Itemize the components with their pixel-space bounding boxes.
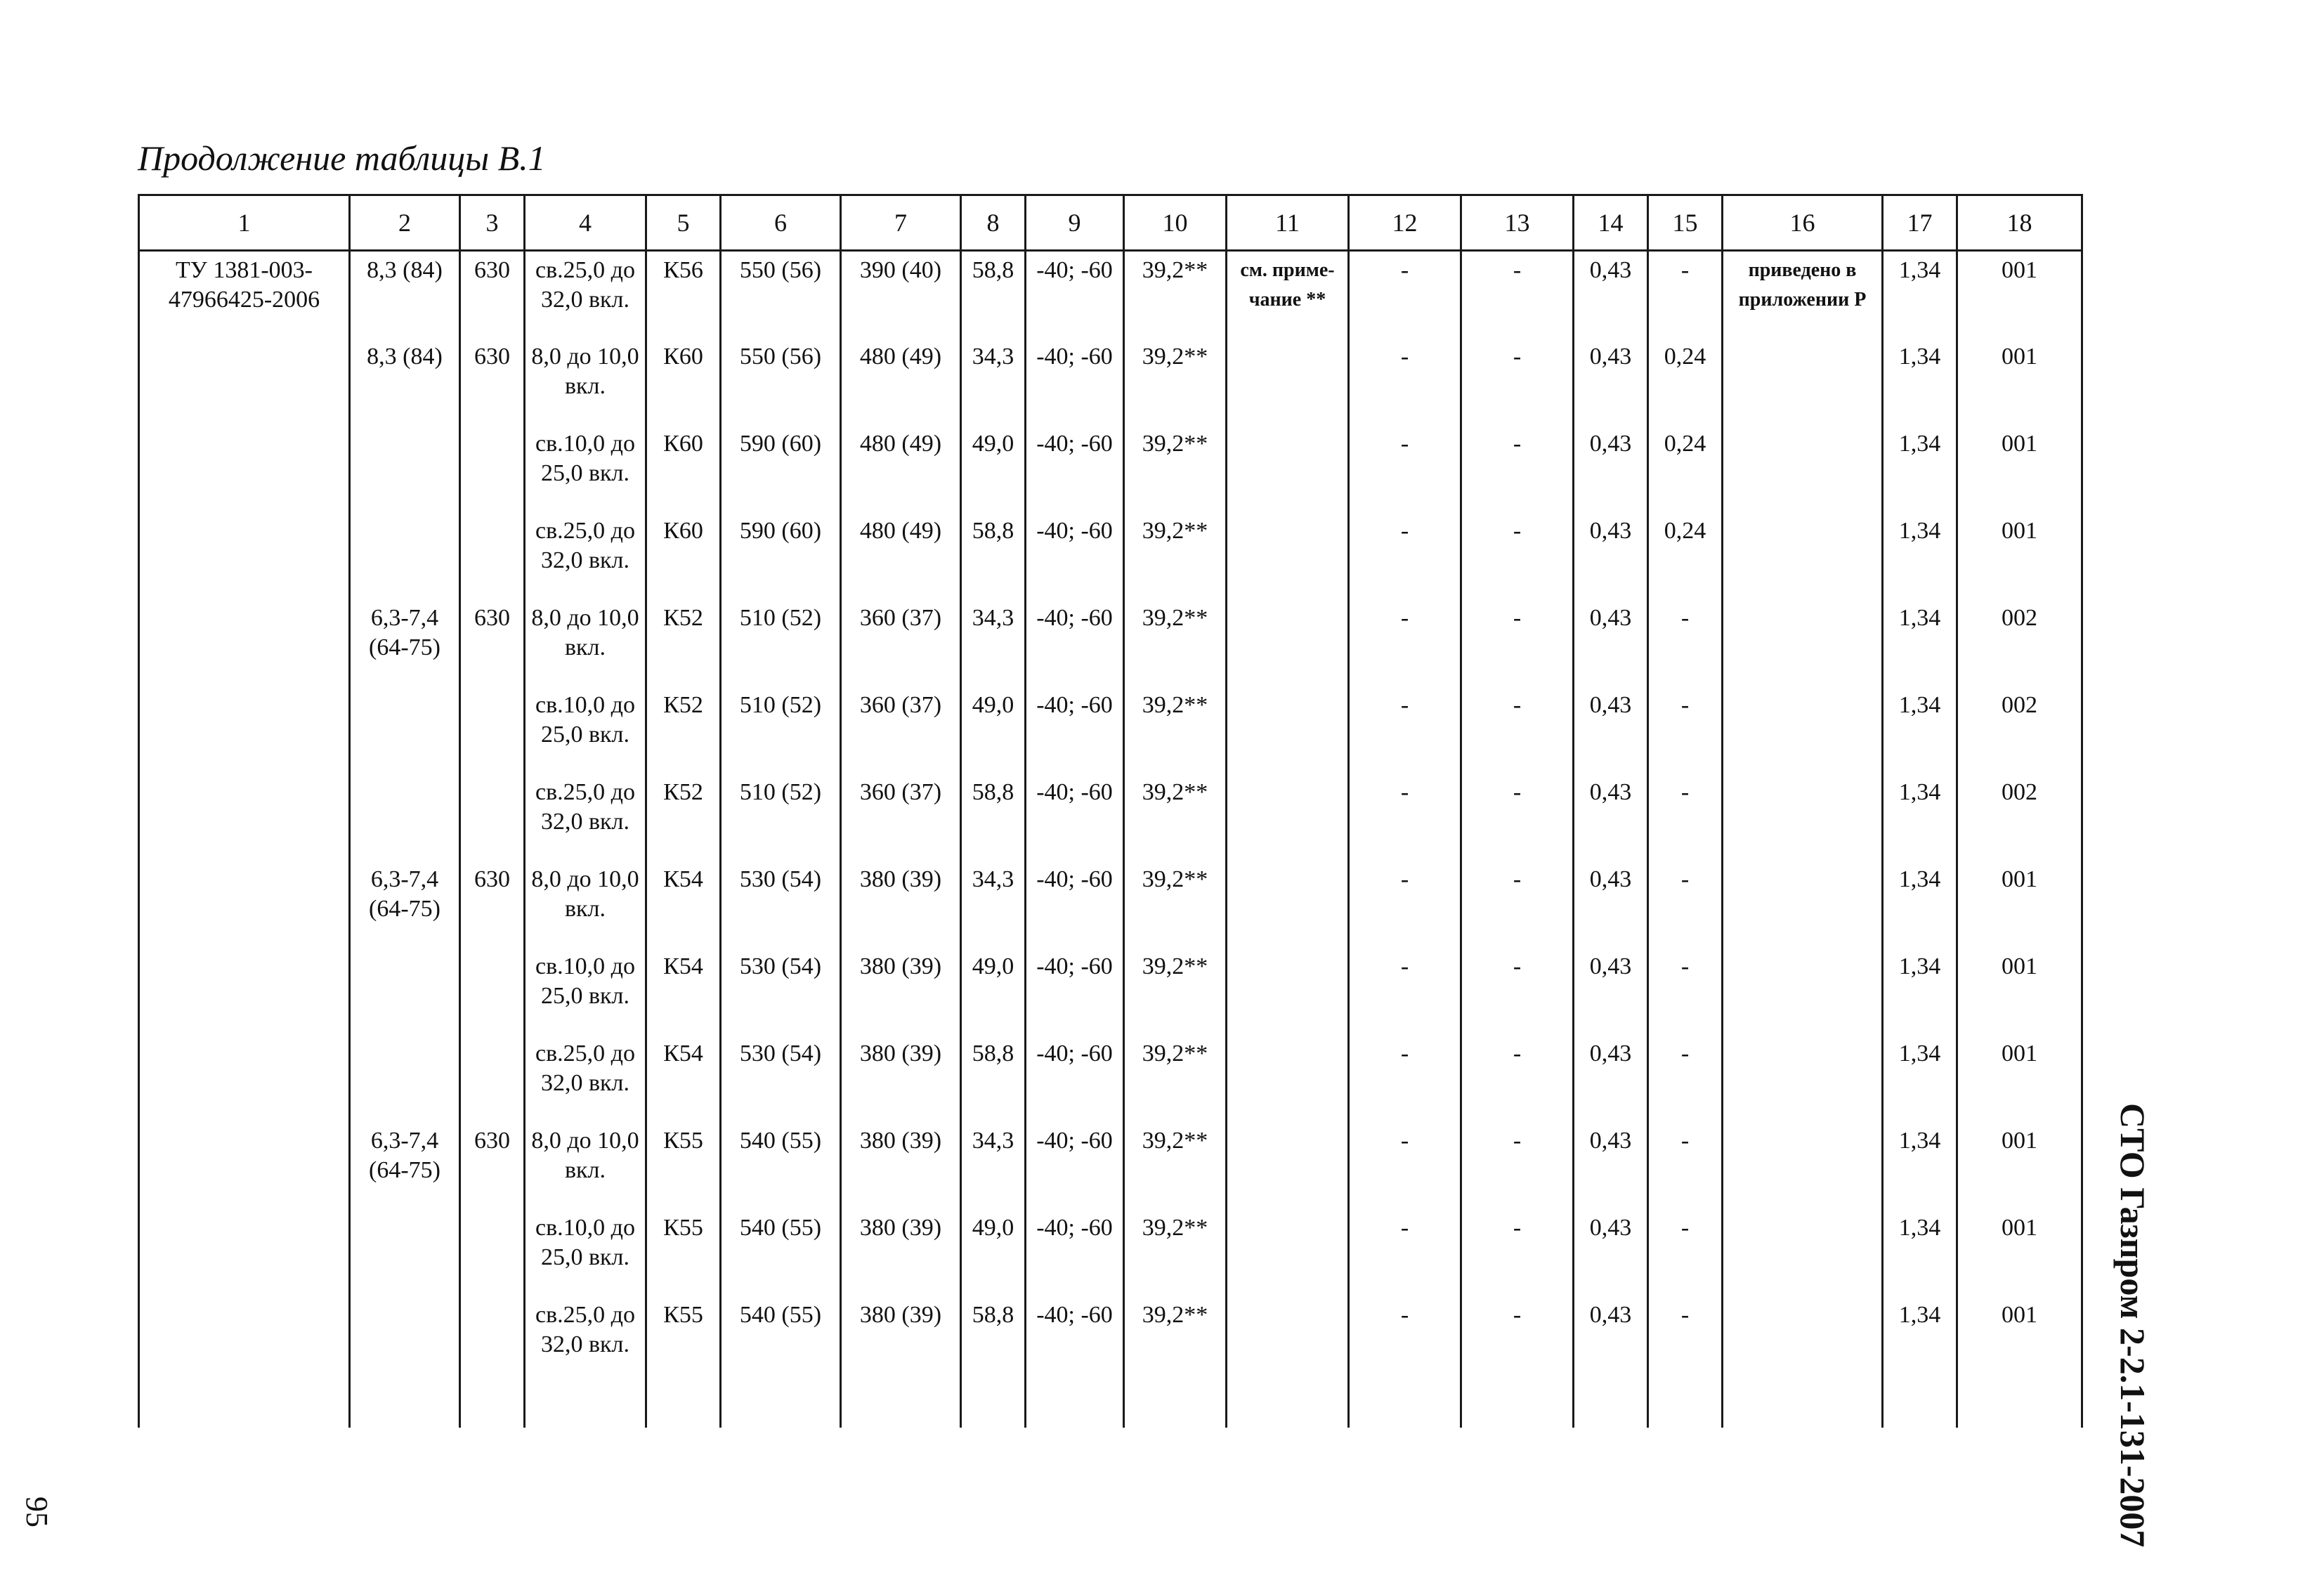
table-cell-col-4: св.25,0 до 32,0 вкл. — [525, 251, 646, 338]
table-cell-col-7: 480 (49) — [841, 338, 961, 425]
table-cell-col-14: 0,43 — [1574, 512, 1648, 599]
table-cell-col-10: 39,2** — [1124, 774, 1227, 861]
table-cell-col-16: приведено в приложении Р — [1723, 251, 1883, 338]
table-cell-col-16 — [1723, 1209, 1883, 1296]
table-cell-col-6: 530 (54) — [721, 948, 841, 1035]
table-cell-col-6: 540 (55) — [721, 1122, 841, 1209]
table-cell-col-18: 001 — [1957, 338, 2082, 425]
column-header-5: 5 — [646, 195, 721, 251]
table-row — [139, 1209, 2082, 1296]
table-cell-col-6: 550 (56) — [721, 338, 841, 425]
empty-cell — [961, 1383, 1026, 1428]
empty-cell — [1349, 1383, 1461, 1428]
table-cell-col-3: 630 — [460, 861, 525, 948]
table-row — [139, 861, 2082, 948]
table-cell-col-7: 380 (39) — [841, 861, 961, 948]
table-cell-col-5: К60 — [646, 338, 721, 425]
table-cell-col-7: 480 (49) — [841, 425, 961, 512]
empty-cell — [1227, 1383, 1349, 1428]
table-cell-col-12: - — [1349, 1296, 1461, 1383]
table-cell-col-17: 1,34 — [1883, 251, 1957, 338]
table-cell-col-7: 380 (39) — [841, 1035, 961, 1122]
table-cell-col-3 — [460, 948, 525, 1035]
table-row — [139, 1296, 2082, 1383]
column-header-8: 8 — [961, 195, 1026, 251]
table-cell-col-18: 002 — [1957, 774, 2082, 861]
table-cell-col-15: 0,24 — [1648, 338, 1723, 425]
empty-cell — [1461, 1383, 1574, 1428]
table-cell-col-9: -40; -60 — [1026, 251, 1124, 338]
table-cell-col-17: 1,34 — [1883, 774, 1957, 861]
table-cell-col-12: - — [1349, 1209, 1461, 1296]
table-cell-col-8: 58,8 — [961, 251, 1026, 338]
table-cell-col-12: - — [1349, 512, 1461, 599]
table-cell-col-6: 510 (52) — [721, 686, 841, 774]
table-cell-col-14: 0,43 — [1574, 1035, 1648, 1122]
table-cell-col-13: - — [1461, 774, 1574, 861]
table-cell-col-5: К55 — [646, 1296, 721, 1383]
table-cell-col-12: - — [1349, 948, 1461, 1035]
table-cell-col-6: 590 (60) — [721, 512, 841, 599]
table-cell-col-1 — [139, 861, 350, 948]
table-cell-col-8: 58,8 — [961, 1035, 1026, 1122]
column-header-12: 12 — [1349, 195, 1461, 251]
table-cell-col-10: 39,2** — [1124, 861, 1227, 948]
table-cell-col-10: 39,2** — [1124, 338, 1227, 425]
empty-cell — [350, 1383, 460, 1428]
table-row — [139, 1035, 2082, 1122]
table-cell-col-18: 001 — [1957, 861, 2082, 948]
table-cell-col-13: - — [1461, 686, 1574, 774]
table-cell-col-5: К60 — [646, 512, 721, 599]
empty-cell — [525, 1383, 646, 1428]
table-cell-col-11 — [1227, 512, 1349, 599]
column-header-4: 4 — [525, 195, 646, 251]
table-cell-col-9: -40; -60 — [1026, 1035, 1124, 1122]
table-cell-col-2: 6,3-7,4 (64-75) — [350, 861, 460, 948]
table-cell-col-16 — [1723, 686, 1883, 774]
table-cell-col-2: 8,3 (84) — [350, 251, 460, 338]
column-header-1: 1 — [139, 195, 350, 251]
column-header-7: 7 — [841, 195, 961, 251]
table-cell-col-7: 480 (49) — [841, 512, 961, 599]
table-cell-col-15: - — [1648, 1296, 1723, 1383]
column-header-14: 14 — [1574, 195, 1648, 251]
table-cell-col-14: 0,43 — [1574, 686, 1648, 774]
table-cell-col-5: К54 — [646, 1035, 721, 1122]
table-cell-col-1 — [139, 338, 350, 425]
table-cell-col-18: 001 — [1957, 948, 2082, 1035]
table-row — [139, 425, 2082, 512]
table-cell-col-6: 590 (60) — [721, 425, 841, 512]
table-cell-col-8: 34,3 — [961, 599, 1026, 686]
table-cell-col-5: К56 — [646, 251, 721, 338]
table-cell-col-12: - — [1349, 338, 1461, 425]
table-cell-col-5: К52 — [646, 774, 721, 861]
table-cell-col-8: 34,3 — [961, 861, 1026, 948]
table-cell-col-18: 002 — [1957, 599, 2082, 686]
table-cell-col-15: 0,24 — [1648, 425, 1723, 512]
table-cell-col-9: -40; -60 — [1026, 512, 1124, 599]
table-row — [139, 1122, 2082, 1209]
table-cell-col-14: 0,43 — [1574, 599, 1648, 686]
table-cell-col-15: - — [1648, 686, 1723, 774]
column-header-6: 6 — [721, 195, 841, 251]
table-cell-col-10: 39,2** — [1124, 1122, 1227, 1209]
table-cell-col-4: св.25,0 до 32,0 вкл. — [525, 1296, 646, 1383]
table-cell-col-17: 1,34 — [1883, 338, 1957, 425]
table-cell-col-1 — [139, 1296, 350, 1383]
table-cell-col-11 — [1227, 338, 1349, 425]
table-cell-col-1 — [139, 1035, 350, 1122]
table-cell-col-8: 49,0 — [961, 948, 1026, 1035]
empty-cell — [1574, 1383, 1648, 1428]
table-header — [139, 195, 2082, 251]
table-cell-col-18: 001 — [1957, 1035, 2082, 1122]
table-cell-col-12: - — [1349, 686, 1461, 774]
table-cell-col-9: -40; -60 — [1026, 1209, 1124, 1296]
empty-cell — [646, 1383, 721, 1428]
table-cell-col-1 — [139, 1122, 350, 1209]
table-cell-col-4: св.25,0 до 32,0 вкл. — [525, 1035, 646, 1122]
table-row — [139, 251, 2082, 338]
table-cell-col-14: 0,43 — [1574, 425, 1648, 512]
table-cell-col-10: 39,2** — [1124, 251, 1227, 338]
table-cell-col-17: 1,34 — [1883, 948, 1957, 1035]
table-cell-col-13: - — [1461, 1209, 1574, 1296]
table-cell-col-7: 360 (37) — [841, 686, 961, 774]
table-cell-col-14: 0,43 — [1574, 1296, 1648, 1383]
table-cell-col-6: 530 (54) — [721, 861, 841, 948]
table-cell-col-3 — [460, 425, 525, 512]
table-cell-col-4: 8,0 до 10,0 вкл. — [525, 338, 646, 425]
table-cell-col-7: 390 (40) — [841, 251, 961, 338]
table-cell-col-15: - — [1648, 1122, 1723, 1209]
table-cell-col-2 — [350, 1296, 460, 1383]
table-cell-col-7: 380 (39) — [841, 1296, 961, 1383]
document-code: СТО Газпром 2-2.1-131-2007 — [2113, 1103, 2153, 1548]
table-cell-col-13: - — [1461, 1296, 1574, 1383]
empty-cell — [1883, 1383, 1957, 1428]
table-cell-col-16 — [1723, 1035, 1883, 1122]
table-row — [139, 948, 2082, 1035]
table-cell-col-11 — [1227, 686, 1349, 774]
table-cell-col-16 — [1723, 338, 1883, 425]
table-cell-col-8: 58,8 — [961, 1296, 1026, 1383]
empty-cell — [460, 1383, 525, 1428]
table-cell-col-10: 39,2** — [1124, 425, 1227, 512]
table-cell-col-10: 39,2** — [1124, 686, 1227, 774]
table-cell-col-17: 1,34 — [1883, 1209, 1957, 1296]
table-cell-col-15: - — [1648, 1035, 1723, 1122]
table-cell-col-18: 002 — [1957, 686, 2082, 774]
empty-cell — [1957, 1383, 2082, 1428]
table-cell-col-3: 630 — [460, 338, 525, 425]
table-cell-col-2: 8,3 (84) — [350, 338, 460, 425]
table-cell-col-1 — [139, 686, 350, 774]
table-cell-col-1 — [139, 1209, 350, 1296]
page-number: 95 — [20, 1497, 54, 1527]
table-cell-col-16 — [1723, 861, 1883, 948]
table-cell-col-2: 6,3-7,4 (64-75) — [350, 1122, 460, 1209]
table-cell-col-13: - — [1461, 948, 1574, 1035]
column-header-16: 16 — [1723, 195, 1883, 251]
table-cell-col-5: К52 — [646, 599, 721, 686]
table-cell-col-13: - — [1461, 861, 1574, 948]
table-cell-col-16 — [1723, 774, 1883, 861]
table-cell-col-14: 0,43 — [1574, 948, 1648, 1035]
table-cell-col-7: 380 (39) — [841, 1209, 961, 1296]
table-cell-col-2 — [350, 948, 460, 1035]
table-cell-col-9: -40; -60 — [1026, 338, 1124, 425]
table-cell-col-3 — [460, 686, 525, 774]
table-cell-col-17: 1,34 — [1883, 512, 1957, 599]
table-cell-col-6: 510 (52) — [721, 774, 841, 861]
table-cell-col-9: -40; -60 — [1026, 861, 1124, 948]
column-header-11: 11 — [1227, 195, 1349, 251]
table-cell-col-11 — [1227, 1296, 1349, 1383]
table-cell-col-16 — [1723, 512, 1883, 599]
table-cell-col-15: - — [1648, 861, 1723, 948]
table-cell-col-2 — [350, 774, 460, 861]
table-cell-col-2: 6,3-7,4 (64-75) — [350, 599, 460, 686]
table-cell-col-6: 550 (56) — [721, 251, 841, 338]
table-cell-col-18: 001 — [1957, 1296, 2082, 1383]
table-cell-col-14: 0,43 — [1574, 338, 1648, 425]
column-header-13: 13 — [1461, 195, 1574, 251]
table-cell-col-4: св.10,0 до 25,0 вкл. — [525, 686, 646, 774]
table-cell-col-6: 510 (52) — [721, 599, 841, 686]
table-cell-col-14: 0,43 — [1574, 1209, 1648, 1296]
table-cell-col-6: 540 (55) — [721, 1209, 841, 1296]
table-cell-col-10: 39,2** — [1124, 1209, 1227, 1296]
table-cell-col-3: 630 — [460, 1122, 525, 1209]
table-cell-col-4: св.10,0 до 25,0 вкл. — [525, 1209, 646, 1296]
column-number-row — [139, 195, 2082, 251]
table-cell-col-15: - — [1648, 599, 1723, 686]
table-cell-col-11 — [1227, 774, 1349, 861]
table-cell-col-15: - — [1648, 251, 1723, 338]
table-cell-col-13: - — [1461, 1122, 1574, 1209]
table-cell-col-11 — [1227, 1035, 1349, 1122]
table-cell-col-11 — [1227, 861, 1349, 948]
table-cell-col-8: 34,3 — [961, 338, 1026, 425]
table-cell-col-5: К55 — [646, 1122, 721, 1209]
table-row-continuation — [139, 1383, 2082, 1428]
table-cell-col-13: - — [1461, 338, 1574, 425]
column-header-10: 10 — [1124, 195, 1227, 251]
table-cell-col-4: св.10,0 до 25,0 вкл. — [525, 425, 646, 512]
table-cell-col-17: 1,34 — [1883, 686, 1957, 774]
table-cell-col-13: - — [1461, 425, 1574, 512]
table-cell-col-9: -40; -60 — [1026, 1296, 1124, 1383]
table-cell-col-12: - — [1349, 774, 1461, 861]
table-cell-col-1 — [139, 512, 350, 599]
table-cell-col-17: 1,34 — [1883, 599, 1957, 686]
table-cell-col-13: - — [1461, 599, 1574, 686]
table-cell-col-9: -40; -60 — [1026, 599, 1124, 686]
table-cell-col-2 — [350, 425, 460, 512]
empty-cell — [139, 1383, 350, 1428]
table-cell-col-9: -40; -60 — [1026, 774, 1124, 861]
table-cell-col-3 — [460, 1209, 525, 1296]
table-cell-col-8: 49,0 — [961, 1209, 1026, 1296]
table-cell-col-2 — [350, 1209, 460, 1296]
table-cell-col-10: 39,2** — [1124, 1296, 1227, 1383]
table-cell-col-10: 39,2** — [1124, 599, 1227, 686]
table-cell-col-5: К54 — [646, 861, 721, 948]
table-cell-col-18: 001 — [1957, 512, 2082, 599]
table-cell-col-2 — [350, 686, 460, 774]
empty-cell — [1723, 1383, 1883, 1428]
table-cell-col-17: 1,34 — [1883, 1296, 1957, 1383]
table-cell-col-18: 001 — [1957, 251, 2082, 338]
table-cell-col-1 — [139, 774, 350, 861]
table-cell-col-5: К60 — [646, 425, 721, 512]
table-cell-col-16 — [1723, 1122, 1883, 1209]
table-row — [139, 774, 2082, 861]
table-cell-col-18: 001 — [1957, 425, 2082, 512]
table-cell-col-12: - — [1349, 1035, 1461, 1122]
table-cell-col-4: 8,0 до 10,0 вкл. — [525, 861, 646, 948]
table-cell-col-3: 630 — [460, 599, 525, 686]
table-cell-col-12: - — [1349, 425, 1461, 512]
table-cell-col-11: см. приме-чание ** — [1227, 251, 1349, 338]
table-row — [139, 512, 2082, 599]
table-cell-col-16 — [1723, 1296, 1883, 1383]
table-cell-col-15: - — [1648, 774, 1723, 861]
table-cell-col-15: - — [1648, 1209, 1723, 1296]
table-cell-col-11 — [1227, 599, 1349, 686]
table-cell-col-6: 540 (55) — [721, 1296, 841, 1383]
table-cell-col-12: - — [1349, 1122, 1461, 1209]
table-cell-col-5: К52 — [646, 686, 721, 774]
table-cell-col-7: 360 (37) — [841, 774, 961, 861]
table-cell-col-10: 39,2** — [1124, 512, 1227, 599]
table-cell-col-16 — [1723, 425, 1883, 512]
empty-cell — [841, 1383, 961, 1428]
table-cell-col-7: 360 (37) — [841, 599, 961, 686]
table-cell-col-2 — [350, 1035, 460, 1122]
table-cell-col-10: 39,2** — [1124, 948, 1227, 1035]
table-cell-col-11 — [1227, 425, 1349, 512]
table-cell-col-3 — [460, 1035, 525, 1122]
table-cell-col-18: 001 — [1957, 1122, 2082, 1209]
table-cell-col-9: -40; -60 — [1026, 948, 1124, 1035]
table-cell-col-14: 0,43 — [1574, 861, 1648, 948]
table-cell-col-13: - — [1461, 512, 1574, 599]
table-cell-col-11 — [1227, 948, 1349, 1035]
table-cell-col-4: 8,0 до 10,0 вкл. — [525, 1122, 646, 1209]
table-cell-col-8: 49,0 — [961, 686, 1026, 774]
table-cell-col-5: К54 — [646, 948, 721, 1035]
column-header-17: 17 — [1883, 195, 1957, 251]
column-header-9: 9 — [1026, 195, 1124, 251]
table-cell-col-3 — [460, 774, 525, 861]
table-cell-col-4: св.25,0 до 32,0 вкл. — [525, 774, 646, 861]
table-cell-col-10: 39,2** — [1124, 1035, 1227, 1122]
table-cell-col-8: 58,8 — [961, 512, 1026, 599]
table-cell-col-13: - — [1461, 1035, 1574, 1122]
empty-cell — [1648, 1383, 1723, 1428]
table-cell-col-6: 530 (54) — [721, 1035, 841, 1122]
table-row — [139, 338, 2082, 425]
table-cell-col-12: - — [1349, 599, 1461, 686]
table-cell-col-3 — [460, 512, 525, 599]
table-cell-col-13: - — [1461, 251, 1574, 338]
table-cell-col-8: 34,3 — [961, 1122, 1026, 1209]
table-cell-col-7: 380 (39) — [841, 948, 961, 1035]
table-cell-col-7: 380 (39) — [841, 1122, 961, 1209]
table-cell-col-1: ТУ 1381-003-47966425-2006 — [139, 251, 350, 338]
table-cell-col-11 — [1227, 1209, 1349, 1296]
table-cell-col-9: -40; -60 — [1026, 425, 1124, 512]
table-cell-col-2 — [350, 512, 460, 599]
table-body — [139, 251, 2082, 1428]
table-cell-col-4: св.10,0 до 25,0 вкл. — [525, 948, 646, 1035]
table-cell-col-17: 1,34 — [1883, 1035, 1957, 1122]
table-cell-col-14: 0,43 — [1574, 251, 1648, 338]
table-cell-col-12: - — [1349, 861, 1461, 948]
table-cell-col-15: 0,24 — [1648, 512, 1723, 599]
empty-cell — [721, 1383, 841, 1428]
empty-cell — [1026, 1383, 1124, 1428]
table-cell-col-1 — [139, 599, 350, 686]
table-cell-col-9: -40; -60 — [1026, 1122, 1124, 1209]
column-header-3: 3 — [460, 195, 525, 251]
table-cell-col-8: 49,0 — [961, 425, 1026, 512]
table-row — [139, 686, 2082, 774]
table-cell-col-1 — [139, 425, 350, 512]
table-cell-col-15: - — [1648, 948, 1723, 1035]
table-cell-col-3: 630 — [460, 251, 525, 338]
table-cell-col-4: св.25,0 до 32,0 вкл. — [525, 512, 646, 599]
table-cell-col-9: -40; -60 — [1026, 686, 1124, 774]
table-cell-col-17: 1,34 — [1883, 1122, 1957, 1209]
table-cell-col-14: 0,43 — [1574, 1122, 1648, 1209]
table-cell-col-5: К55 — [646, 1209, 721, 1296]
table-cell-col-16 — [1723, 599, 1883, 686]
table-cell-col-8: 58,8 — [961, 774, 1026, 861]
table-cell-col-18: 001 — [1957, 1209, 2082, 1296]
table-cell-col-11 — [1227, 1122, 1349, 1209]
table-cell-col-17: 1,34 — [1883, 425, 1957, 512]
table-cell-col-4: 8,0 до 10,0 вкл. — [525, 599, 646, 686]
table-caption: Продолжение таблицы В.1 — [138, 138, 546, 178]
column-header-15: 15 — [1648, 195, 1723, 251]
table-cell-col-12: - — [1349, 251, 1461, 338]
table-row — [139, 599, 2082, 686]
table-cell-col-16 — [1723, 948, 1883, 1035]
table-cell-col-3 — [460, 1296, 525, 1383]
data-table — [138, 194, 2083, 1428]
table-cell-col-17: 1,34 — [1883, 861, 1957, 948]
empty-cell — [1124, 1383, 1227, 1428]
table-cell-col-1 — [139, 948, 350, 1035]
column-header-2: 2 — [350, 195, 460, 251]
table-cell-col-14: 0,43 — [1574, 774, 1648, 861]
column-header-18: 18 — [1957, 195, 2082, 251]
